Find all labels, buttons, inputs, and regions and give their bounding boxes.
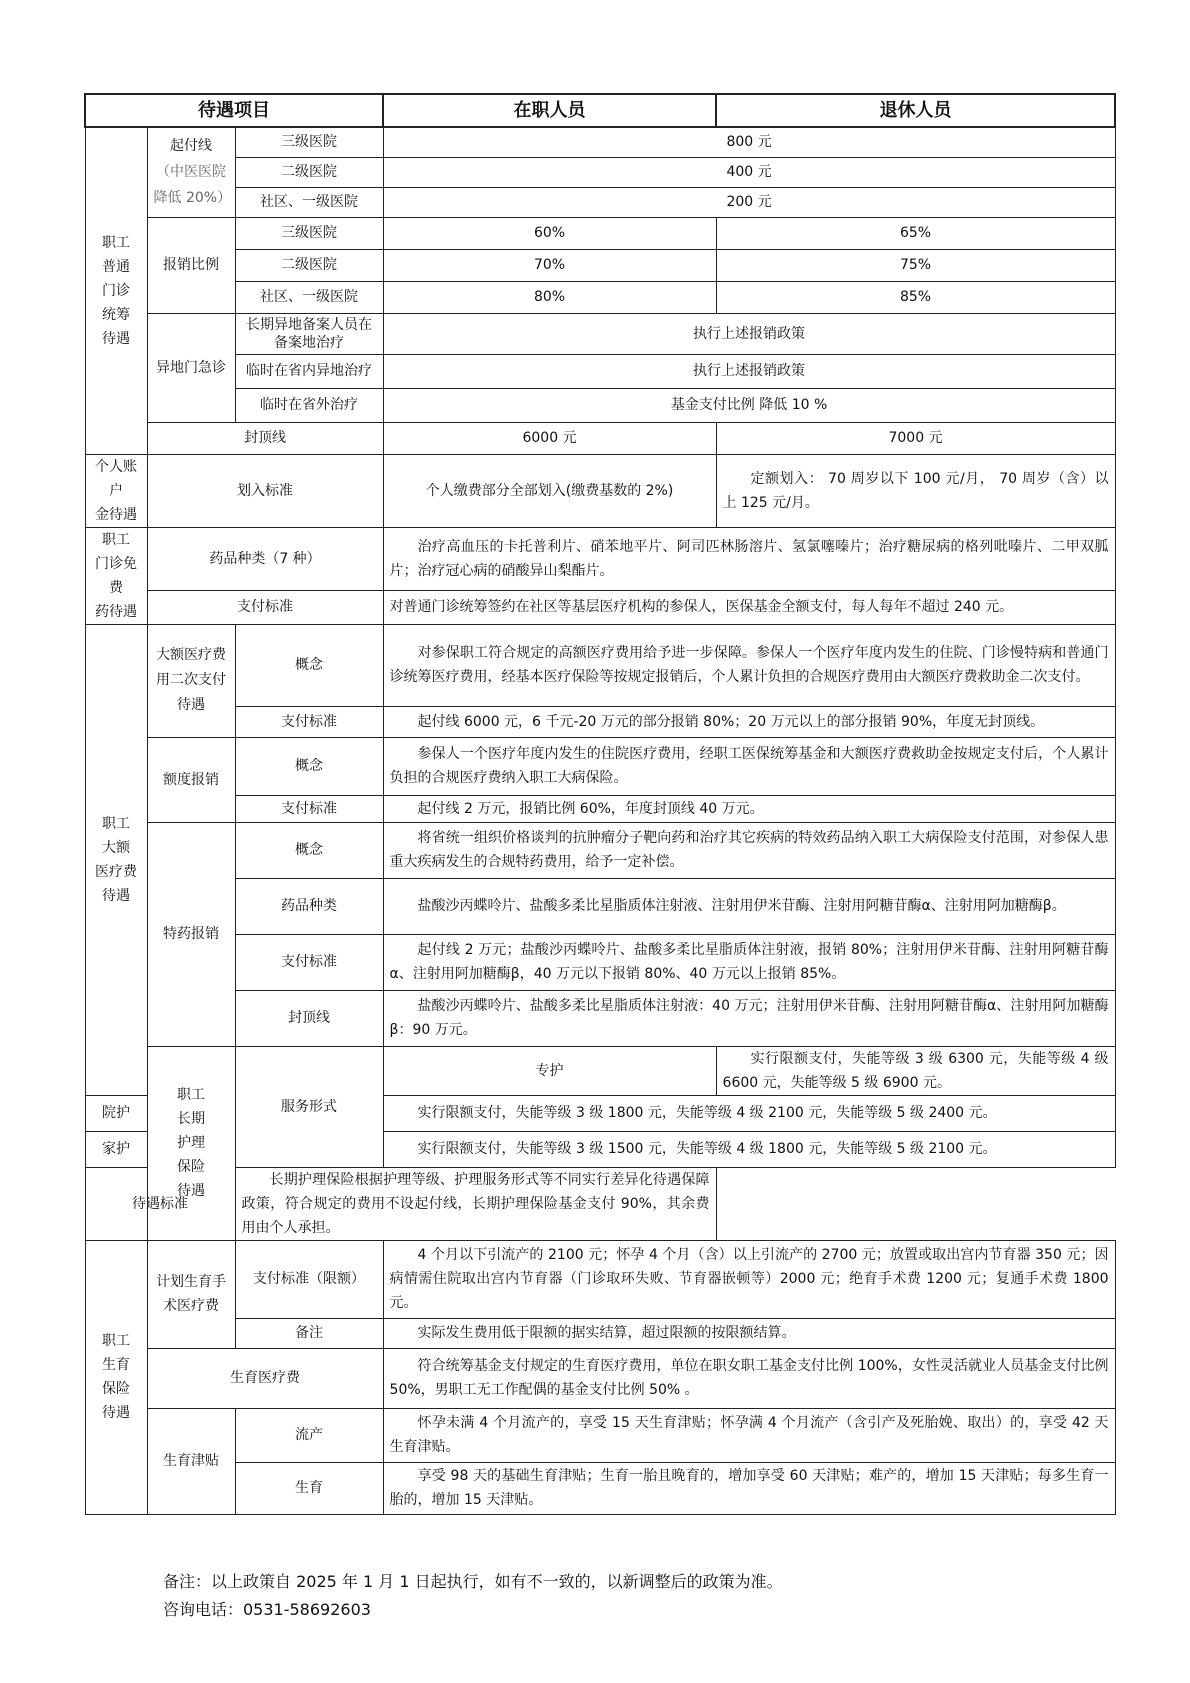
remote-value: 执行上述报销政策 (383, 313, 1115, 354)
section-title-maternity: 职工 生育 保险 待遇 (85, 1240, 147, 1514)
cap-label: 封顶线 (235, 990, 383, 1046)
header-item: 待遇项目 (85, 94, 383, 127)
allowance-value: 享受 98 天的基础生育津贴；生育一胎且晚育的，增加享受 60 天津贴；难产的，增加 15 天津贴；每多生育一胎的，增加 15 天津贴。 (383, 1462, 1115, 1514)
free-drugs-label: 药品种类（7 种） (147, 527, 383, 590)
ratio-active: 70% (383, 249, 716, 281)
remote-case: 长期异地备案人员在备案地治疗 (235, 313, 383, 354)
limit-standard-label: 支付标准（限额） (235, 1240, 383, 1318)
concept-label: 概念 (235, 822, 383, 878)
remote-value: 基金支付比例 降低 10 % (383, 388, 1115, 422)
ltc-standard: 长期护理保险根据护理等级、护理服务形式等不同实行差异化待遇保障政策，符合规定的费用不设起付线，长期护理保险基金支付 90%，其余费用由个人承担。 (235, 1167, 716, 1240)
header-active: 在职人员 (383, 94, 716, 127)
ltc-standard-label: 待遇标准 (85, 1167, 235, 1240)
remote-case: 临时在省外治疗 (235, 388, 383, 422)
section-title-free-drugs: 职工 门诊免费 药待遇 (85, 527, 147, 624)
benefits-table (84, 93, 1116, 1515)
deductible-label: 起付线 （中医医院 降低 20%） (147, 127, 235, 217)
footer-phone: 咨询电话：0531-58692603 (163, 1600, 371, 1619)
ratio-retired: 65% (716, 217, 1115, 249)
allowance-value: 怀孕未满 4 个月流产的，享受 15 天生育津贴；怀孕满 4 个月流产（含引产及死胎娩、取出）的，享受 42 天生育津贴。 (383, 1408, 1115, 1462)
family-planning-note: 实际发生费用低于限额的据实结算，超过限额的按限额结算。 (383, 1318, 1115, 1348)
cap-active: 6000 元 (383, 422, 716, 454)
section-title-account: 个人账户 金待遇 (85, 454, 147, 527)
family-planning-standard: 4 个月以下引流产的 2100 元；怀孕 4 个月（含）以上引流产的 2700 元；放置或取出宫内节育器 350 元；因病情需住院取出宫内节育器（门诊取环失败、节育器嵌顿等）2000 元；绝育手术费 1200 元；复通手术费 1800 元。 (383, 1240, 1115, 1318)
special-drug-standard: 起付线 2 万元；盐酸沙丙蝶呤片、盐酸多柔比星脂质体注射液，报销 80%；注射用伊米苷酶、注射用阿糖苷酶α、注射用阿加糖酶β，40 万元以下报销 80%、40 万元以上报销 85%。 (383, 934, 1115, 990)
ratio-level: 三级医院 (235, 217, 383, 249)
ratio-active: 60% (383, 217, 716, 249)
ratio-label: 报销比例 (147, 217, 235, 313)
maternity-medical-label: 生育医疗费 (147, 1348, 383, 1408)
service-type: 院护 (85, 1095, 147, 1131)
family-planning-label: 计划生育手 术医疗费 (147, 1240, 235, 1348)
service-form-label: 服务形式 (235, 1046, 383, 1167)
free-drugs-pay-label: 支付标准 (147, 590, 383, 624)
account-retired: 定额划入： 70 周岁以下 100 元/月， 70 周岁（含）以上 125 元/月。 (716, 454, 1115, 527)
free-drugs-pay: 对普通门诊统筹签约在社区等基层医疗机构的参保人，医保基金全额支付，每人每年不超过 240 元。 (383, 590, 1115, 624)
cap-retired: 7000 元 (716, 422, 1115, 454)
ratio-level: 二级医院 (235, 249, 383, 281)
note-label: 备注 (235, 1318, 383, 1348)
pay-standard-label: 支付标准 (235, 706, 383, 737)
remote-case: 临时在省内异地治疗 (235, 354, 383, 388)
deductible-value: 800 元 (383, 127, 1115, 157)
special-drug-cap: 盐酸沙丙蝶呤片、盐酸多柔比星脂质体注射液：40 万元；注射用伊米苷酶、注射用阿糖苷酶α、注射用阿加糖酶β：90 万元。 (383, 990, 1115, 1046)
second-payment-label: 大额医疗费 用二次支付 待遇 (147, 624, 235, 737)
free-drugs-list: 治疗高血压的卡托普利片、硝苯地平片、阿司匹林肠溶片、氢氯噻嗪片；治疗糖尿病的格列吡嗪片、二甲双胍片；治疗冠心病的硝酸异山梨酯片。 (383, 527, 1115, 590)
section-title-outpatient: 职工 普通 门诊 统筹 待遇 (85, 127, 147, 454)
ratio-active: 80% (383, 281, 716, 313)
section-title-major-medical: 职工 大额 医疗费 待遇 (85, 624, 147, 1095)
remote-value: 执行上述报销政策 (383, 354, 1115, 388)
second-payment-standard: 起付线 6000 元，6 千元-20 万元的部分报销 80%；20 万元以上的部分报销 90%，年度无封顶线。 (383, 706, 1115, 737)
ratio-retired: 85% (716, 281, 1115, 313)
ratio-retired: 75% (716, 249, 1115, 281)
deductible-level: 二级医院 (235, 157, 383, 187)
quota-standard: 起付线 2 万元，报销比例 60%，年度封顶线 40 万元。 (383, 795, 1115, 822)
concept-label: 概念 (235, 737, 383, 795)
ratio-level: 社区、一级医院 (235, 281, 383, 313)
section-title-ltc: 职工 长期 护理 保险 待遇 (147, 1046, 235, 1240)
deductible-value: 200 元 (383, 187, 1115, 217)
header-retired: 退休人员 (716, 94, 1115, 127)
deductible-level: 社区、一级医院 (235, 187, 383, 217)
footer-notes (163, 1568, 783, 1624)
service-type: 专护 (383, 1046, 716, 1095)
concept-label: 概念 (235, 624, 383, 706)
account-active: 个人缴费部分全部划入(缴费基数的 2%) (383, 454, 716, 527)
drug-types-label: 药品种类 (235, 878, 383, 934)
service-value: 实行限额支付，失能等级 3 级 1800 元，失能等级 4 级 2100 元，失能等级 5 级 2400 元。 (383, 1095, 1115, 1131)
second-payment-concept: 对参保职工符合规定的高额医疗费用给予进一步保障。参保人一个医疗年度内发生的住院、门诊慢特病和普通门诊统筹医疗费用，经基本医疗保险等按规定报销后，个人累计负担的合规医疗费用由大额医疗费救助金二次支付。 (383, 624, 1115, 706)
service-type: 家护 (85, 1131, 147, 1167)
special-drug-types: 盐酸沙丙蝶呤片、盐酸多柔比星脂质体注射液、注射用伊米苷酶、注射用阿糖苷酶α、注射用阿加糖酶β。 (383, 878, 1115, 934)
account-label: 划入标准 (147, 454, 383, 527)
service-value: 实行限额支付，失能等级 3 级 1500 元，失能等级 4 级 1800 元，失能等级 5 级 2100 元。 (383, 1131, 1115, 1167)
table-header-row (85, 94, 1115, 127)
allowance-type: 生育 (235, 1462, 383, 1514)
pay-standard-label: 支付标准 (235, 934, 383, 990)
allowance-label: 生育津贴 (147, 1408, 235, 1514)
special-drug-concept: 将省统一组织价格谈判的抗肿瘤分子靶向药和治疗其它疾病的特效药品纳入职工大病保险支付范围，对参保人患重大疾病发生的合规特药费用，给予一定补偿。 (383, 822, 1115, 878)
service-value: 实行限额支付，失能等级 3 级 6300 元，失能等级 4 级 6600 元，失能等级 5 级 6900 元。 (716, 1046, 1115, 1095)
maternity-medical: 符合统筹基金支付规定的生育医疗费用，单位在职女职工基金支付比例 100%，女性灵活就业人员基金支付比例 50%，男职工无工作配偶的基金支付比例 50% 。 (383, 1348, 1115, 1408)
cap-label: 封顶线 (147, 422, 383, 454)
quota-concept: 参保人一个医疗年度内发生的住院医疗费用，经职工医保统筹基金和大额医疗费救助金按规定支付后，个人累计负担的合规医疗费纳入职工大病保险。 (383, 737, 1115, 795)
pay-standard-label: 支付标准 (235, 795, 383, 822)
special-drug-label: 特药报销 (147, 822, 235, 1046)
allowance-type: 流产 (235, 1408, 383, 1462)
footer-note: 备注：以上政策自 2025 年 1 月 1 日起执行，如有不一致的，以新调整后的政策为准。 (163, 1572, 783, 1591)
remote-label: 异地门急诊 (147, 313, 235, 422)
quota-label: 额度报销 (147, 737, 235, 822)
deductible-level: 三级医院 (235, 127, 383, 157)
deductible-value: 400 元 (383, 157, 1115, 187)
